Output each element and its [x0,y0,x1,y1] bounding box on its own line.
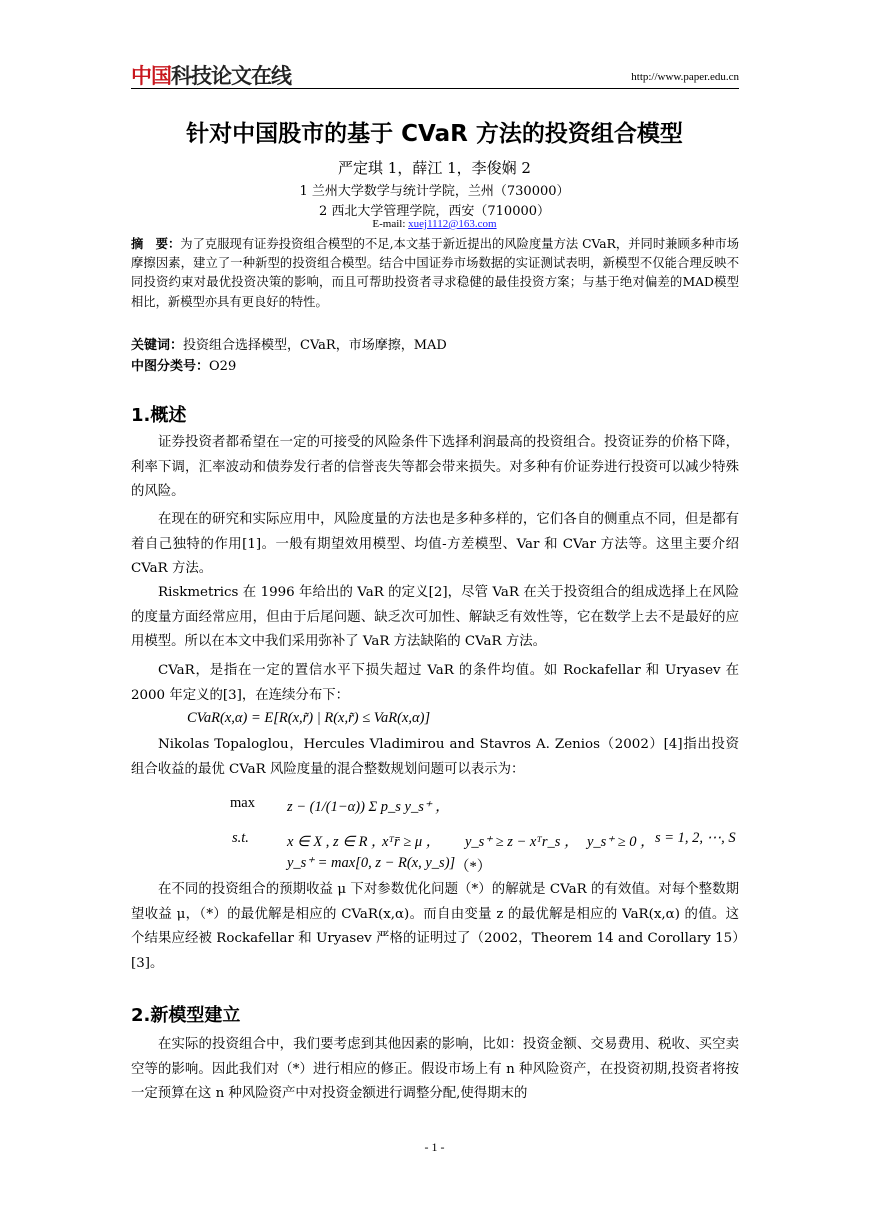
journal-logo [131,60,291,90]
section-heading-1: 1.概述 [131,405,187,426]
email-label: E-mail: [372,218,409,230]
keywords [131,334,739,353]
email-link[interactable]: xuej1112@163.com [408,218,497,230]
constraint: s = 1, 2, ⋯, S [655,830,736,846]
paragraph: 在现在的研究和实际应用中，风险度量的方法也是多种多样的，它们各自的侧重点不同，但是都有着自己独特的作用[1]。一般有期望效用模型、均值-方差模型、Var 和 CVar 方法等。这里主要介绍 CVaR 方法。 [131,512,739,576]
abstract-text: 为了克服现有证券投资组合模型的不足,本文基于新近提出的风险度量方法 CVaR，并同时兼顾多种市场摩擦因素，建立了一种新型的投资组合模型。结合中国证券市场数据的实证测试表明，新模型不仅能合理反映不同投资约束对最优投资决策的影响，而且可帮助投资者寻求稳健的最佳投资方案；与基于绝对偏差的MAD模型相比，新模型亦具有更良好的特性。 [131,237,739,309]
paragraph: 证券投资者都希望在一定的可接受的风险条件下选择利润最高的投资组合。投资证券的价格下降，利率下调，汇率波动和债券发行者的信誉丧失等都会带来损失。对多种有价证券进行投资可以减少特殊的风险。 [131,435,739,499]
equation-st-label: s.t. [232,830,249,846]
paragraph: Nikolas Topaloglou，Hercules Vladimirou and Stavros A. Zenios（2002）[4]指出投资组合收益的最优 CVaR 风险度量的混合整数规划问题可以表示为： [131,737,739,777]
abstract [131,235,739,312]
clc-label: 中图分类号： [131,359,210,374]
affiliation-2: 2 西北大学管理学院，西安（710000） [318,204,551,219]
keywords-label: 关键词： [131,338,184,353]
paragraph: CVaR，是指在一定的置信水平下损失超过 VaR 的条件均值。如 Rockafellar 和 Uryasev 在 2000 年定义的[3]，在连续分布下： [131,663,739,703]
constraint: y_s⁺ ≥ 0 ， [587,834,655,850]
paragraph: 在不同的投资组合的预期收益 μ 下对参数优化问题（*）的解就是 CVaR 的有效值。对每个整数期望收益 μ，（*）的最优解是相应的 CVaR(x,α)。而自由变量 z 的最优解是相应的 VaR(x,α) 的值。这个结果应经被 Rockafellar 和 Uryasev 严格的证明过了（2002，Theorem 14 and Corollary 15）[3]。 [131,882,739,971]
paper-title: 针对中国股市的基于 CVaR 方法的投资组合模型 [186,121,683,147]
clc-number [131,355,739,374]
page-number: - 1 - [424,1140,445,1154]
paragraph: 在实际的投资组合中，我们要考虑到其他因素的影响，比如：投资金额、交易费用、税收、买空卖空等的影响。因此我们对（*）进行相应的修正。假设市场上有 n 种风险资产，在投资初期,投资者将按一定预算在这 n 种风险资产中对投资金额进行调整分配,使得期末的 [131,1037,739,1101]
keywords-text: 投资组合选择模型，CVaR，市场摩擦，MAD [183,338,447,353]
logo-red-text: 中国 [131,64,171,88]
constraint: x ∈ X , z ∈ R ， [287,834,386,850]
email-line [0,218,869,230]
logo-black-text: 科技论文在线 [171,64,291,88]
author-list: 严定琪 1，薛江 1，李俊娴 2 [338,159,531,177]
constraint: y_s⁺ = max[0, z − R(x, y_s)] [287,855,456,871]
affiliation-1: 1 兰州大学数学与统计学院，兰州（730000） [299,184,570,199]
constraint: xᵀr̄ ≥ μ ， [382,834,441,850]
header-url[interactable]: http://www.paper.edu.cn [631,71,739,83]
constraint: y_s⁺ ≥ z − xᵀr_s ， [465,834,579,850]
equation-cvar: CVaR(x,α) = E[R(x,r̃) | R(x,r̃) ≤ VaR(x,α)] [187,710,431,726]
equation-tag: （*） [455,859,492,875]
page-header [131,58,739,89]
clc-text: O29 [209,359,237,374]
equation-objective: z − (1/(1−α)) Σ p_s y_s⁺ ， [287,799,450,815]
paragraph: Riskmetrics 在 1996 年给出的 VaR 的定义[2]，尽管 VaR 在关于投资组合的组成选择上在风险的度量方面经常应用，但由于后尾问题、缺乏次可加性、解缺乏有效性等，它在数学上去不是最好的应用模型。所以在本文中我们采用弥补了 VaR 方法缺陷的 CVaR 方法。 [131,585,739,649]
abstract-label: 摘 要： [131,237,181,251]
section-heading-2: 2.新模型建立 [131,1005,241,1026]
equation-max: max [230,795,255,811]
